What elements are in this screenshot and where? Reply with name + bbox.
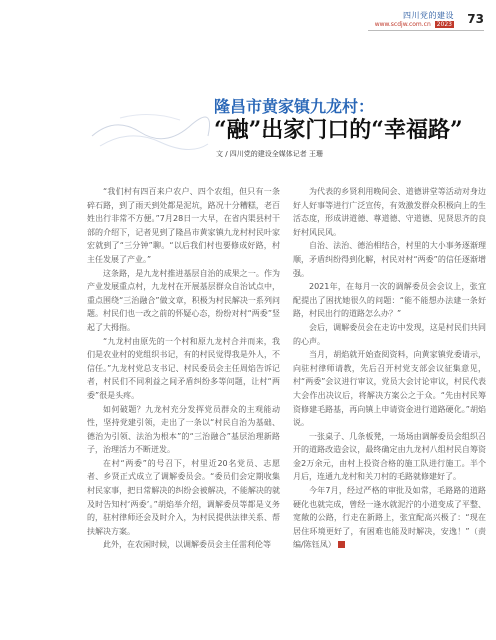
paragraph: “我们村有四百来户农户、四个农组，但只有一条碎石路，到了雨天到处都是泥坑，路况十分糟糕，老百姓出行非常不方便。”7月28日一大早，在省内渠县村干部的介绍下，记者见到了隆昌市黄家镇九龙村村民叶家宏就到了“三分钟”聊。“以后我们村也要修成好路，村主任发展了产业。” [87, 187, 280, 264]
year-badge: 2023 [436, 21, 452, 28]
end-mark-icon [338, 541, 345, 548]
header-divider [368, 30, 484, 31]
article-title: “融”出家门口的“幸福路” [214, 117, 463, 143]
paragraph: 自治、法治、德治相结合，村里的大小事务逐渐理顺，矛盾纠纷得到化解，村民对村“两委”的信任逐渐增强。 [293, 241, 486, 278]
paragraph: “九龙村由原先的一个村和原九龙村合并而来，我们是农业村的党组织书记，有的村民觉得我是外人，不信任。”九龙村党总支书记、村民委员会主任周焰告诉记者，村民们不同利益之间矛盾纠纷多等问题，让村“两委”很是头疼。 [87, 336, 280, 400]
url-text: www.scdjw.com.cn [374, 21, 431, 28]
decorative-line-art [90, 106, 210, 152]
page-header [368, 8, 484, 38]
left-column [87, 185, 280, 552]
final-paragraph [293, 484, 486, 552]
paragraph: 在村“两委”的号召下，村里近20名党员、志愿者、乡贤正式成立了调解委员会。“委员们会定期收集村民家事，把日常解决的纠纷会被解决，不能解决的就及时告知村‘两委’。”胡焰举介绍，调解委员等都是义务的，驻村律师还会及时介入，为村民提供法律关系、帮扶解决方案。 [87, 458, 280, 536]
article-kicker: 隆昌市黄家镇九龙村： [214, 97, 375, 116]
paragraph: 会后，调解委员会在走访中发现，这是村民们共同的心声。 [293, 322, 486, 346]
paragraph: 一张桌子、几条板凳，一场场由调解委员会组织召开的道路改造会议，最终确定由九龙村八组村民自筹资金2万余元，由村上投资合格的施工队进行施工。半个月后，连通九龙村和关刀村的毛路就修建好了。 [293, 431, 486, 482]
paragraph: 2021年，在每月一次的调解委员会会议上，张宜配提出了困扰她很久的问题：“能不能想办法建一条好路，村民出行的道路怎么办？” [293, 282, 486, 319]
paragraph: 如何破题？九龙村充分发挥党员群众的主观能动性，坚持党建引领，走出了一条以“村民自治为基础、德治为引领、法治为根本”的“三治融合”基层治理新路子，治理活力不断迸发。 [87, 404, 280, 455]
paragraph: 此外，在农闲时候，以调解委员会主任雷利伦等 [103, 540, 271, 550]
article-byline: 文 / 四川党的建设全媒体记者 王珊 [216, 150, 324, 158]
paragraph: 这条路，是九龙村推进基层自治的成果之一。作为产业发展重点村，九龙村在开展基层群众自治试点中，重点围绕“三治融合”做文章，积极为村民解决一系列问题。村民们也一改之前的怀疑心态，纷纷对村“两委”竖起了大拇指。 [87, 268, 280, 332]
magazine-url [375, 21, 454, 28]
page-number: 73 [467, 12, 484, 26]
right-column [293, 185, 486, 552]
paragraph: 为代表的乡贤利用晚间会、道德讲堂等活动对身边好人好事等进行广泛宣传，有效激发群众积极向上的生活态度，形成讲道德、尊道德、守道德、见贤思齐的良好村风民风。 [293, 187, 486, 237]
paragraph: 当月，胡焰就开始查阅资料，向黄家镇党委请示，向驻村律师请教，先后召开村党支部会议征集意见，村“两委”会议进行审议，党员大会讨论审议，村民代表大会作出决议后，将解决方案公之于众。“先由村民筹资修建毛路基，再向镇上申请资金进行道路硬化。”胡焰说。 [293, 350, 486, 428]
magazine-name: 四川党的建设 [403, 11, 454, 20]
paragraph-text: 今年7月，经过严格的审批及如常，毛路路的道路硬化也就完成，曾经一逢水就泥泞的小道变成了平整、宽敞的公路，行走在新路上，张宜配高兴极了：“现在居住环境更好了，有困难也能及时解决，安逸！”（责编/陈钰凤） [293, 486, 486, 550]
